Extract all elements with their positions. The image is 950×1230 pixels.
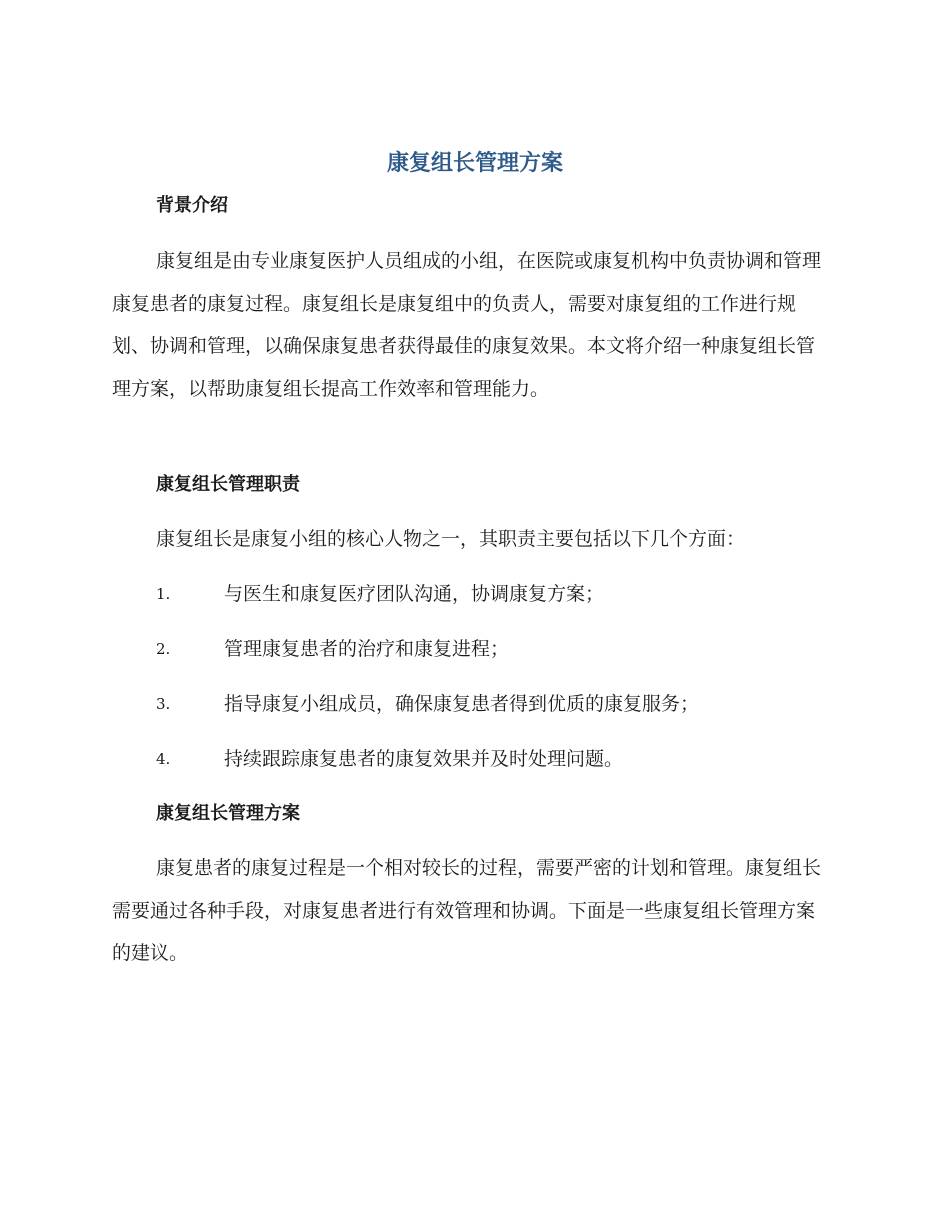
section-paragraph-management-plan: 康复患者的康复过程是一个相对较长的过程，需要严密的计划和管理。康复组长需要通过各种手段，对康复患者进行有效管理和协调。下面是一些康复组长管理方案的建议。 [112, 857, 822, 964]
list-item [156, 689, 836, 719]
list-item-text: 与医生和康复医疗团队沟通，协调康复方案； [224, 583, 605, 605]
section-heading-background: 背景介绍 [156, 195, 228, 216]
section-paragraph-responsibilities: 康复组长是康复小组的核心人物之一，其职责主要包括以下几个方面： [156, 528, 746, 550]
list-item [156, 744, 836, 774]
list-item [156, 579, 836, 609]
list-item-text: 持续跟踪康复患者的康复效果并及时处理问题。 [224, 748, 624, 770]
list-item-number: 2. [156, 640, 171, 658]
section-heading-management-plan: 康复组长管理方案 [156, 803, 300, 824]
section-heading-responsibilities: 康复组长管理职责 [156, 474, 300, 495]
list-item [156, 634, 836, 664]
list-item-number: 1. [156, 585, 171, 603]
list-item-number: 4. [156, 750, 171, 768]
section-paragraph-background: 康复组是由专业康复医护人员组成的小组，在医院或康复机构中负责协调和管理康复患者的康复过程。康复组长是康复组中的负责人，需要对康复组的工作进行规划、协调和管理，以确保康复患者获得最佳的康复效果。本文将介绍一种康复组长管理方案，以帮助康复组长提高工作效率和管理能力。 [112, 250, 822, 400]
list-item-text: 指导康复小组成员，确保康复患者得到优质的康复服务； [224, 693, 700, 715]
document-title: 康复组长管理方案 [386, 151, 563, 176]
list-item-number: 3. [156, 695, 171, 713]
list-item-text: 管理康复患者的治疗和康复进程； [224, 638, 510, 660]
